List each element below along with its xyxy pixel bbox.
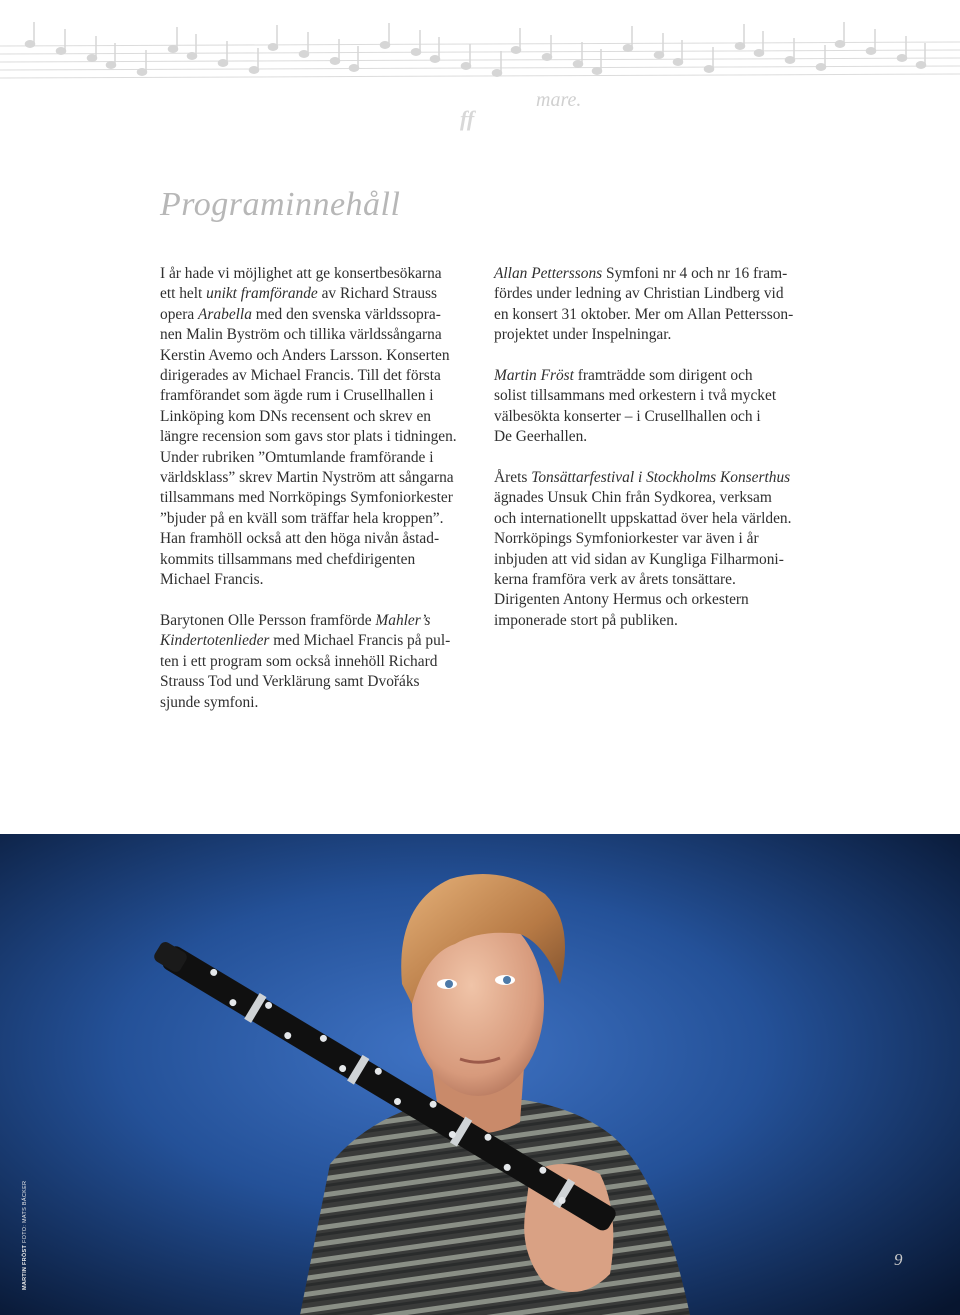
note-head (674, 59, 683, 65)
text-line: Årets Tonsättarfestival i Stockholms Konserthus (494, 469, 791, 487)
note-head (543, 54, 552, 60)
note-head (817, 64, 826, 70)
note-head (493, 70, 502, 76)
note-head (138, 69, 147, 75)
music-score-header (0, 0, 960, 140)
note-head (755, 50, 764, 56)
text-line: välbesökta konserter – i Crusellhallen och i (494, 407, 761, 425)
text-line: sjunde symfoni. (160, 693, 259, 711)
note-head (107, 62, 116, 68)
text-line: dirigerades av Michael Francis. Till det första (160, 367, 441, 385)
note-head (350, 65, 359, 71)
text-line: Dirigenten Antony Hermus och orkestern (494, 591, 749, 609)
text-line: nen Malin Byström och tillika världssångarna (160, 326, 442, 344)
text-line: solist tillsammans med orkestern i två mycket (494, 387, 777, 405)
paragraph-festival (494, 468, 809, 631)
page-number: 9 (894, 1250, 903, 1269)
paragraph-pettersson (494, 264, 809, 346)
text-line: fördes under ledning av Christian Lindberg vid (494, 285, 784, 303)
note-head (381, 42, 390, 48)
note-head (88, 55, 97, 61)
paragraph-persson (160, 611, 460, 713)
photo-credit: MARTIN FRÖST FOTO: MATS BÄCKER (22, 1180, 28, 1290)
text-line: världsklass” skrev Martin Nyström att sångarna (160, 469, 454, 487)
italic-title: Martin Fröst (494, 367, 574, 385)
note-head (57, 48, 66, 54)
text-line: och internationellt uppskattad över hela världen. (494, 509, 792, 527)
text-line: en konsert 31 oktober. Mer om Allan Pettersson- (494, 305, 794, 323)
paragraph-strauss (160, 264, 460, 591)
paragraph-frost (494, 366, 809, 448)
italic-title: Mahler’s (375, 611, 431, 629)
note-head (512, 47, 521, 53)
note-head (300, 51, 309, 57)
italic-title: Kindertotenlieder (160, 632, 270, 650)
note-head (431, 56, 440, 62)
note-head (786, 57, 795, 63)
text-line: opera Arabella med den svenska världssopra- (160, 305, 441, 323)
note-head (26, 41, 35, 47)
note-head (624, 45, 633, 51)
text-line: Kindertotenlieder med Michael Francis på pul- (160, 632, 451, 650)
left-column (160, 264, 460, 733)
italic-title: Allan Petterssons (494, 265, 603, 282)
italic-title: Tonsättarfestival i Stockholms Konserthus (531, 469, 791, 487)
note-head (593, 68, 602, 74)
text-line: ägnades Unsuk Chin från Sydkorea, verksam (494, 489, 772, 507)
note-head (331, 58, 340, 64)
text-line: inbjuden att vid sidan av Kungliga Filharmoni- (494, 550, 784, 568)
note-head (736, 43, 745, 49)
note-head (188, 53, 197, 59)
text-line: Allan Petterssons Symfoni nr 4 och nr 16 fram- (494, 265, 788, 282)
clarinetist-photo (0, 834, 960, 1315)
note-head (898, 55, 907, 61)
italic-title: Arabella (198, 305, 252, 323)
note-head (462, 63, 471, 69)
page-title: Programinnehåll (160, 186, 401, 223)
italic-title: unikt framförande (206, 285, 318, 303)
right-column (494, 264, 809, 652)
text-line: Barytonen Olle Persson framförde Mahler’s (160, 611, 431, 629)
text-line: framförandet som ägde rum i Crusellhallen i (160, 387, 434, 405)
text-line: Michael Francis. (160, 571, 264, 589)
text-line: tillsammans med Norrköpings Symfoniorkester (160, 489, 453, 507)
text-line: I år hade vi möjlighet att ge konsertbesökarna (160, 265, 442, 282)
text-line: ”bjuder på en kväll som träffar hela kroppen”. (160, 509, 444, 527)
note-head (655, 52, 664, 58)
text-line: Kerstin Avemo och Anders Larsson. Konserten (160, 346, 450, 364)
note-head (917, 62, 926, 68)
text-line: kommits tillsammans med chefdirigenten (160, 550, 416, 568)
text-line: imponerade stort på publiken. (494, 611, 678, 629)
text-line: Under rubriken ”Omtumlande framförande i (160, 448, 434, 466)
note-head (219, 60, 228, 66)
text-line: Martin Fröst framträdde som dirigent och (494, 367, 753, 385)
note-head (867, 48, 876, 54)
text-line: Norrköpings Symfoniorkester var även i år (494, 530, 759, 548)
score-annotation: mare. (536, 89, 582, 111)
text-line: De Geerhallen. (494, 428, 588, 446)
dynamic-marking: ff (460, 106, 475, 131)
text-line: ten i ett program som också innehöll Richard (160, 652, 438, 670)
note-head (169, 46, 178, 52)
text-line: Han framhöll också att den höga nivån åstad- (160, 530, 440, 548)
text-line: ett helt unikt framförande av Richard Strauss (160, 285, 438, 303)
text-line: Linköping kom DNs recensent och skrev en (160, 407, 431, 425)
note-head (705, 66, 714, 72)
note-head (269, 44, 278, 50)
text-line: Strauss Tod und Verklärung samt Dvořáks (160, 673, 420, 691)
note-head (836, 41, 845, 47)
text-line: projektet under Inspelningar. (494, 326, 672, 344)
note-head (574, 61, 583, 67)
text-line: längre recension som gavs stor plats i tidningen. (160, 428, 457, 446)
text-line: kerna framföra verk av årets tonsättare. (494, 571, 736, 589)
note-head (412, 49, 421, 55)
note-head (250, 67, 259, 73)
